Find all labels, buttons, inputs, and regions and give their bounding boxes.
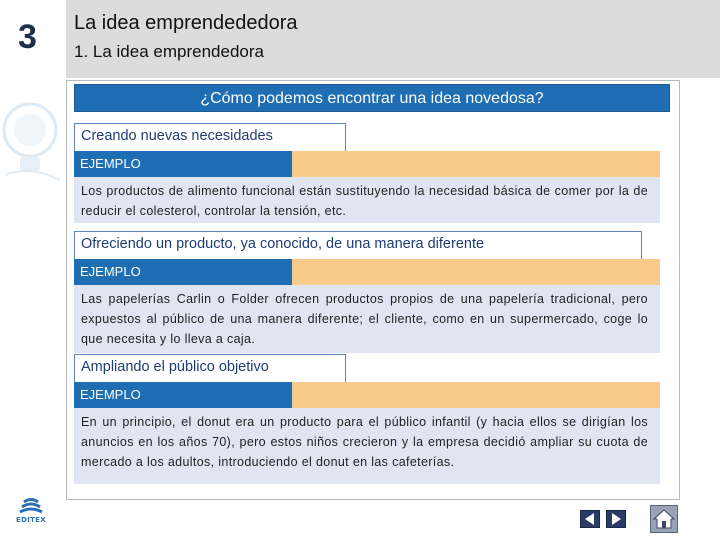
example-text-box <box>74 177 660 223</box>
lightbulb-decoration-icon <box>0 95 70 195</box>
block-title-box <box>74 354 346 382</box>
next-button[interactable] <box>606 510 626 528</box>
example-header-fill <box>292 259 660 285</box>
example-text: Las papelerías Carlin o Folder ofrecen productos propios de una papelería tradicional, pero expuestos al público de una manera diferente; el cliente, como en un supermercado, coge lo que necesita y lo lleva a caja. <box>81 292 648 346</box>
example-text-box <box>74 285 660 353</box>
chapter-number: 3 <box>18 18 37 56</box>
example-header-row <box>74 259 660 285</box>
example-label-box <box>74 382 292 408</box>
chapter-badge <box>0 0 62 78</box>
block-title: Ampliando el público objetivo <box>81 359 269 375</box>
home-icon <box>651 506 677 532</box>
editex-logo-mark-icon <box>10 498 52 516</box>
example-label-box <box>74 259 292 285</box>
example-header-row <box>74 382 660 408</box>
example-text: Los productos de alimento funcional están sustituyendo la necesidad básica de comer por la de reducir el colesterol, controlar la tensión, etc. <box>81 184 648 218</box>
example-header-fill <box>292 382 660 408</box>
block-title: Ofreciendo un producto, ya conocido, de una manera diferente <box>81 236 485 252</box>
example-header-fill <box>292 151 660 177</box>
example-label: EJEMPLO <box>80 387 141 402</box>
triangle-right-icon <box>607 511 625 527</box>
example-text: En un principio, el donut era un producto para el público infantil (y hacia ellos se dirigían los anuncios en los años 70), pero estos niños crecieron y la empresa decidió ampliar su cuota de mercado a los adultos, introduciendo el donut en las cafeterías. <box>81 415 648 469</box>
block-title: Creando nuevas necesidades <box>81 128 273 144</box>
logo-wordmark: EDITEX <box>16 516 46 524</box>
editex-logo <box>10 498 52 534</box>
example-label: EJEMPLO <box>80 264 141 279</box>
header-title-bar <box>66 0 720 78</box>
page-header <box>0 0 720 78</box>
question-banner <box>74 84 670 112</box>
block-title-box <box>74 123 346 151</box>
unit-title: La idea emprendededora <box>74 12 298 34</box>
home-button[interactable] <box>650 505 678 533</box>
example-label: EJEMPLO <box>80 156 141 171</box>
section-title: 1. La idea emprendedora <box>74 42 264 61</box>
block-title-box <box>74 231 642 259</box>
question-text: ¿Cómo podemos encontrar una idea novedosa? <box>200 90 544 107</box>
previous-button[interactable] <box>580 510 600 528</box>
example-label-box <box>74 151 292 177</box>
example-header-row <box>74 151 660 177</box>
example-text-box <box>74 408 660 484</box>
triangle-left-icon <box>581 511 599 527</box>
